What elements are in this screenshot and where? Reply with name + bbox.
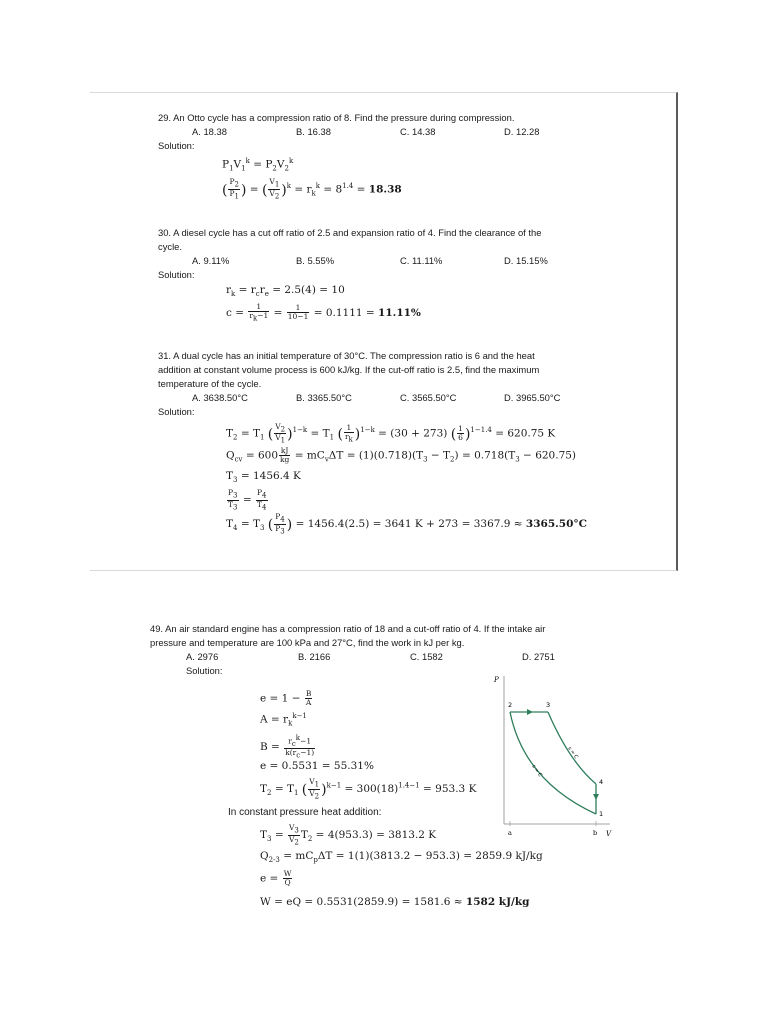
q49-text-line2: pressure and temperature are 100 kPa and 27°C, find the work in kJ per kg. (150, 637, 465, 648)
point-4-label: 4 (599, 778, 604, 786)
x-mark-a: a (508, 829, 512, 836)
q49-answer: 1582 kJ/kg (465, 896, 530, 908)
q31-eq3: $T_3 = 1456.4$ K (226, 470, 301, 485)
curve-label-lower: s = C (530, 763, 544, 779)
top-document-page (90, 92, 678, 571)
process-1-2 (510, 712, 596, 814)
q49-eq-t3: $T_3$ = $\frac{V_3}{V_2}$ $T_2 = 4(953.3) = 3813.2$ K (260, 823, 437, 846)
q29-solution-label: Solution: (158, 140, 195, 151)
process-lines (510, 712, 596, 814)
question-29 (158, 111, 660, 202)
q29-choice-c: C. 14.38 (400, 126, 436, 137)
q49-eq-e: e = 1 − $\frac{B}{A}$ (260, 689, 312, 707)
q29-choices (192, 125, 660, 139)
pv-diagram (484, 666, 614, 836)
q31-choice-d: D. 3965.50°C (504, 392, 561, 403)
q30-eq2: c = $\frac{1}{r_k-1}$ = $\frac{1}{10-1}$ = 0.1111 = 11.11% (226, 302, 421, 323)
q31-choices (192, 391, 660, 405)
q30-eq1: $r_k = r_cr_e = 2.5(4) = 10$ (226, 284, 345, 299)
q49-eq-eff: e = $\frac{W}{Q}$ (260, 869, 292, 887)
q31-text-line1: 31. A dual cycle has an initial temperature of 30°C. The compression ratio is 6 and the heat (158, 350, 535, 361)
q29-eq1: $P_1V_1^k = P_2V_2^k$ (222, 157, 294, 173)
point-3-label: 3 (546, 701, 551, 709)
p-axis-label: P (494, 676, 499, 684)
arrow-2-3 (527, 709, 533, 715)
q29-answer: 18.38 (368, 183, 402, 196)
q31-text-line3: temperature of the cycle. (158, 378, 262, 389)
q49-choices (186, 650, 650, 664)
q31-solution-label: Solution: (158, 406, 195, 417)
q49-choice-c: C. 1582 (410, 651, 443, 662)
q49-eq-a: $A = r_k^{k-1}$ (260, 712, 307, 728)
q30-answer: 11.11% (378, 306, 421, 319)
arrow-4-1 (593, 794, 599, 800)
q29-eq2: ( $\frac{P_2}{P_1}$ ) = ( $\frac{V_1}{V_2}$ )$^k = r_k^k = 8^{1.4} = 18.38$ (222, 177, 402, 201)
v-axis-label: V (606, 830, 612, 836)
q30-choice-c: C. 11.11% (400, 255, 443, 266)
q30-choices (192, 254, 660, 268)
q31-eq5: $T_4 = T_3$ ( $\frac{P_4}{P_3}$ ) = 1456.4(2.5) = 3641 K + 273 = 3367.9 ≈ 3365.50°C (226, 512, 588, 536)
q31-answer: 3365.50°C (525, 518, 588, 531)
q29-choice-d: D. 12.28 (504, 126, 540, 137)
q30-text-line1: 30. A diesel cycle has a cut off ratio of 2.5 and expansion ratio of 4. Find the clearance of the (158, 227, 542, 238)
point-1-label: 1 (599, 810, 604, 818)
q30-choice-a: A. 9.11% (192, 255, 230, 266)
q31-choice-c: C. 3565.50°C (400, 392, 457, 403)
q31-choice-b: B. 3365.50°C (296, 392, 352, 403)
question-31 (158, 349, 660, 537)
q29-choice-b: B. 16.38 (296, 126, 331, 137)
q31-eq1: $T_2 = T_1$ ( $\frac{V_2}{V_1}$ )$^{1-k} = T_1$ ( $\frac{1}{r_k}$ )$^{1-k}$ = (30 + 273) ( $\frac{1}{6}$ )$^{1-1.4}$ = 620.75 K (226, 421, 556, 445)
curve-label-upper: s = C (566, 745, 580, 761)
q49-solution-label: Solution: (186, 665, 223, 676)
q30-solution-label: Solution: (158, 269, 195, 280)
q49-eq-t2: $T_2 = T_1$ ( $\frac{V_1}{V_2}$ )$^{k-1} = 300(18)^{1.4-1} = 953.3$ K (260, 777, 477, 800)
q31-choice-a: A. 3638.50°C (192, 392, 248, 403)
q30-choice-d: D. 15.15% (504, 255, 548, 266)
q49-heat-addition-label: In constant pressure heat addition: (228, 807, 382, 818)
question-30 (158, 226, 660, 323)
q31-eq4: $\frac{P_3}{T_3}$ = $\frac{P_4}{T_4}$ (228, 488, 267, 512)
q49-choice-b: B. 2166 (298, 651, 331, 662)
q29-text: 29. An Otto cycle has a compression ratio of 8. Find the pressure during compression. (158, 112, 515, 123)
q30-text-line2: cycle. (158, 241, 182, 252)
q31-text-line2: addition at constant volume process is 600 kJ/kg. If the cut-off ratio is 2.5, find the maximum (158, 364, 540, 375)
q49-eq-q23: $Q_{2-3} = mC_p\Delta T = 1(1)(3813.2 - 953.3) = 2859.9$ kJ/kg (260, 850, 543, 865)
point-2-label: 2 (508, 701, 513, 709)
x-mark-b: b (593, 829, 598, 836)
q31-eq2: $Q_{cv} = 600$ $\frac{kJ}{kg}$ = $mC_v\Delta T = (1)(0.718)(T_3 - T_2) = 0.718(T_3 - 620.75)$ (226, 445, 577, 464)
q49-eq-b: B = $\frac{r_c^k-1}{k(r_c-1)}$ (260, 734, 315, 760)
q49-text-line1: 49. An air standard engine has a compression ratio of 18 and a cut-off ratio of 4. If the intake air (150, 623, 546, 634)
q29-choice-a: A. 18.38 (192, 126, 227, 137)
q30-choice-b: B. 5.55% (296, 255, 335, 266)
q49-choice-d: D. 2751 (522, 651, 555, 662)
q49-eq-e-value: e = 0.5531 = 55.31% (260, 760, 374, 772)
q49-eq-work: W = eQ = 0.5531(2859.9) = 1581.6 ≈ 1582 kJ/kg (260, 896, 530, 908)
q49-choice-a: A. 2976 (186, 651, 219, 662)
